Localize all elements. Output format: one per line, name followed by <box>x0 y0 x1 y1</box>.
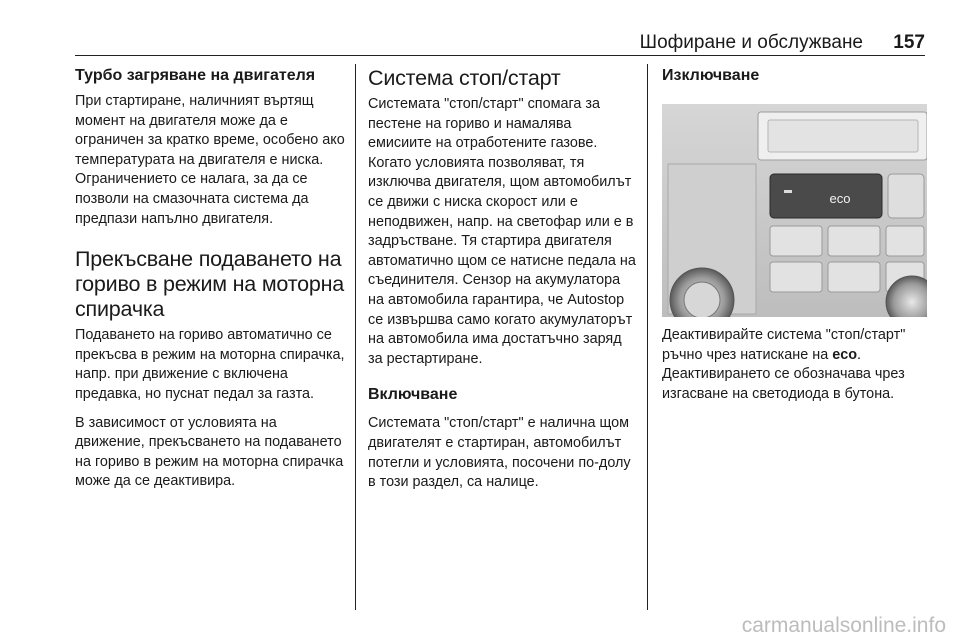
heading-turbo-warmup: Турбо загряване на двигателя <box>75 67 316 84</box>
heading-deactivation: Изключване <box>662 67 760 84</box>
watermark: carmanualsonline.info <box>741 614 946 637</box>
deactivation-text-start: Деактивирайте система "стоп/старт" ръчно чрез натискане на <box>662 327 906 363</box>
eco-term: eco <box>832 346 858 363</box>
heading-fuel-cutoff: Прекъсване подаването на гориво в режим на моторна спирачка <box>75 247 345 322</box>
heading-activation: Включване <box>368 386 458 404</box>
page-number: 157 <box>893 32 925 53</box>
heading-stop-start: Система стоп/старт <box>368 66 561 90</box>
column-3 <box>662 66 927 404</box>
paragraph-turbo-warmup: При стартиране, наличният въртящ момент на двигателя може да е ограничен за кратко време, особено ако температурата на двигателя е ниска. Ограничението се налага, за да се позволи на смазочната система да предпази напълно двигателя. <box>75 93 345 227</box>
paragraph-activation: Системата "стоп/старт" е налична щом двигателят е стартиран, автомобилът потегли и условията, посочени по-долу в този раздел, са налице. <box>368 415 631 491</box>
eco-button-figure <box>662 104 927 317</box>
deactivation-text-end: . Деактивирането се обозначава чрез изгасване на светодиода в бутона. <box>662 346 905 402</box>
column-2 <box>368 66 638 493</box>
paragraph-fuel-cutoff-1: Подаването на гориво автоматично се прекъсва в режим на моторна спирачка, напр. при движение с включена предавка, но пуснат педал за газта. <box>75 327 345 402</box>
paragraph-fuel-cutoff-2: В зависимост от условията на движение, прекъсването на подаването на гориво в режим на моторна спирачка може да се деактивира. <box>75 414 344 490</box>
column-divider-1 <box>355 64 356 610</box>
paragraph-deactivation <box>662 326 927 404</box>
eco-button-label: eco <box>829 191 851 206</box>
header-divider <box>75 55 925 56</box>
column-1 <box>75 66 345 492</box>
header-title: Шофиране и обслужване <box>639 32 863 53</box>
paragraph-stop-start: Системата "стоп/старт" спомага за пестене на гориво и намалява емисиите на отработените газове. Когато условията позволяват, тя изключва двигателя, щом автомобилът се движи с ниска скорост или е неподвижен, напр. на светофар или е в задръстване. Тя стартира двигателя автоматично щом се натисне педала на съединителя. Сензор на акумулатора на автомобила гарантира, че Autostop се извършва само когато акумулаторът на автомобила има достатъчно заряд за рестартиране. <box>368 96 636 367</box>
column-divider-2 <box>647 64 648 610</box>
page-header <box>75 32 925 56</box>
